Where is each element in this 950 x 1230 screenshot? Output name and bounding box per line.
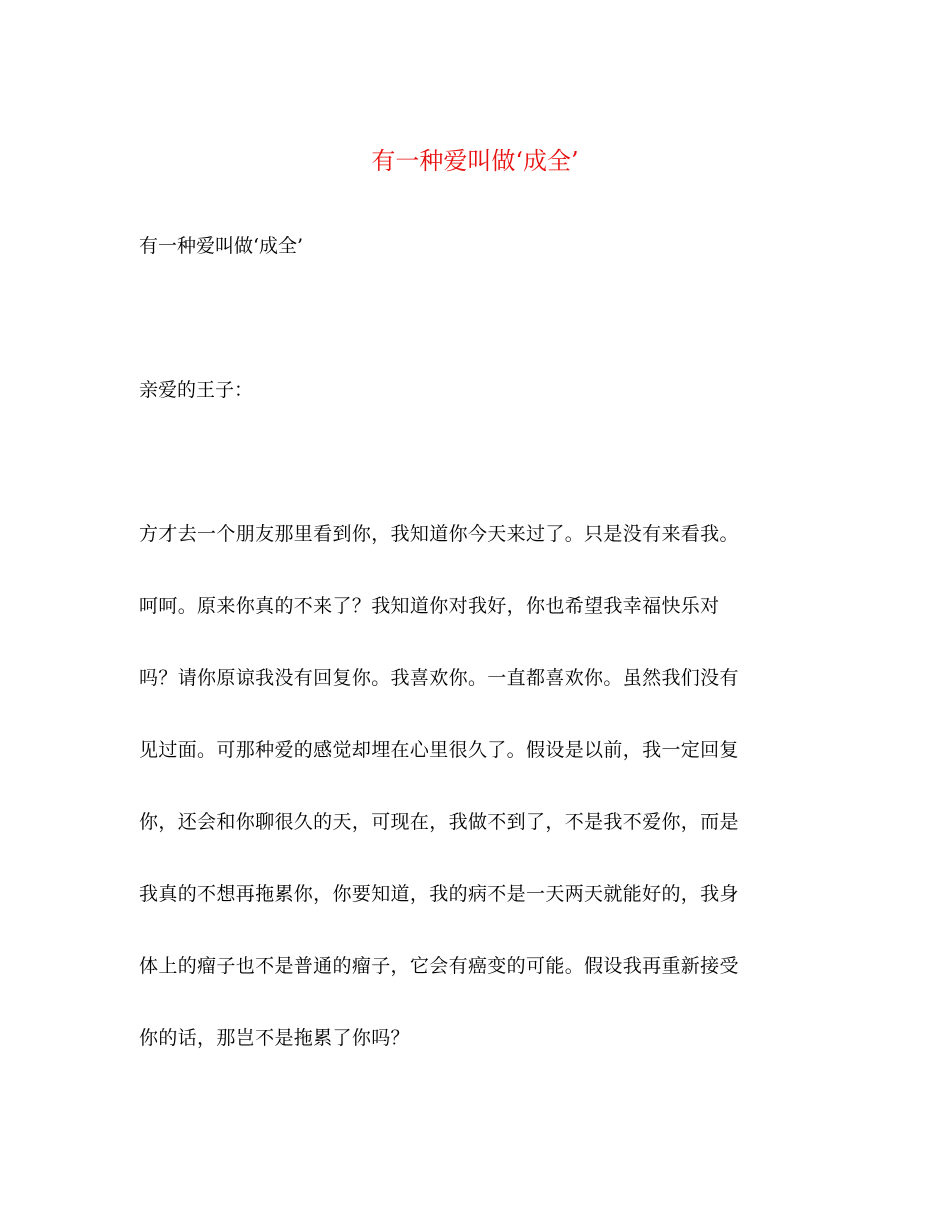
body-line: 你的话，那岂不是拖累了你吗？ [139,1027,410,1049]
salutation: 亲爱的王子： [139,379,254,401]
body-line: 吗？请你原谅我没有回复你。我喜欢你。一直都喜欢你。虽然我们没有 [139,667,739,689]
letter-body [139,520,819,1096]
body-line: 你，还会和你聊很久的天，可现在，我做不到了，不是我不爱你，而是 [139,811,739,833]
body-line: 方才去一个朋友那里看到你，我知道你今天来过了。只是没有来看我。 [139,523,739,545]
document-title: 有一种爱叫做‘成全’ [371,147,579,175]
body-line: 见过面。可那种爱的感觉却埋在心里很久了。假设是以前，我一定回复 [139,739,739,761]
body-line: 呵呵。原来你真的不来了？我知道你对我好，你也希望我幸福快乐对 [139,595,720,617]
body-line: 我真的不想再拖累你，你要知道，我的病不是一天两天就能好的，我身 [139,883,739,905]
body-line: 体上的瘤子也不是普通的瘤子，它会有癌变的可能。假设我再重新接受 [139,955,739,977]
document-subtitle: 有一种爱叫做‘成全’ [139,235,304,257]
